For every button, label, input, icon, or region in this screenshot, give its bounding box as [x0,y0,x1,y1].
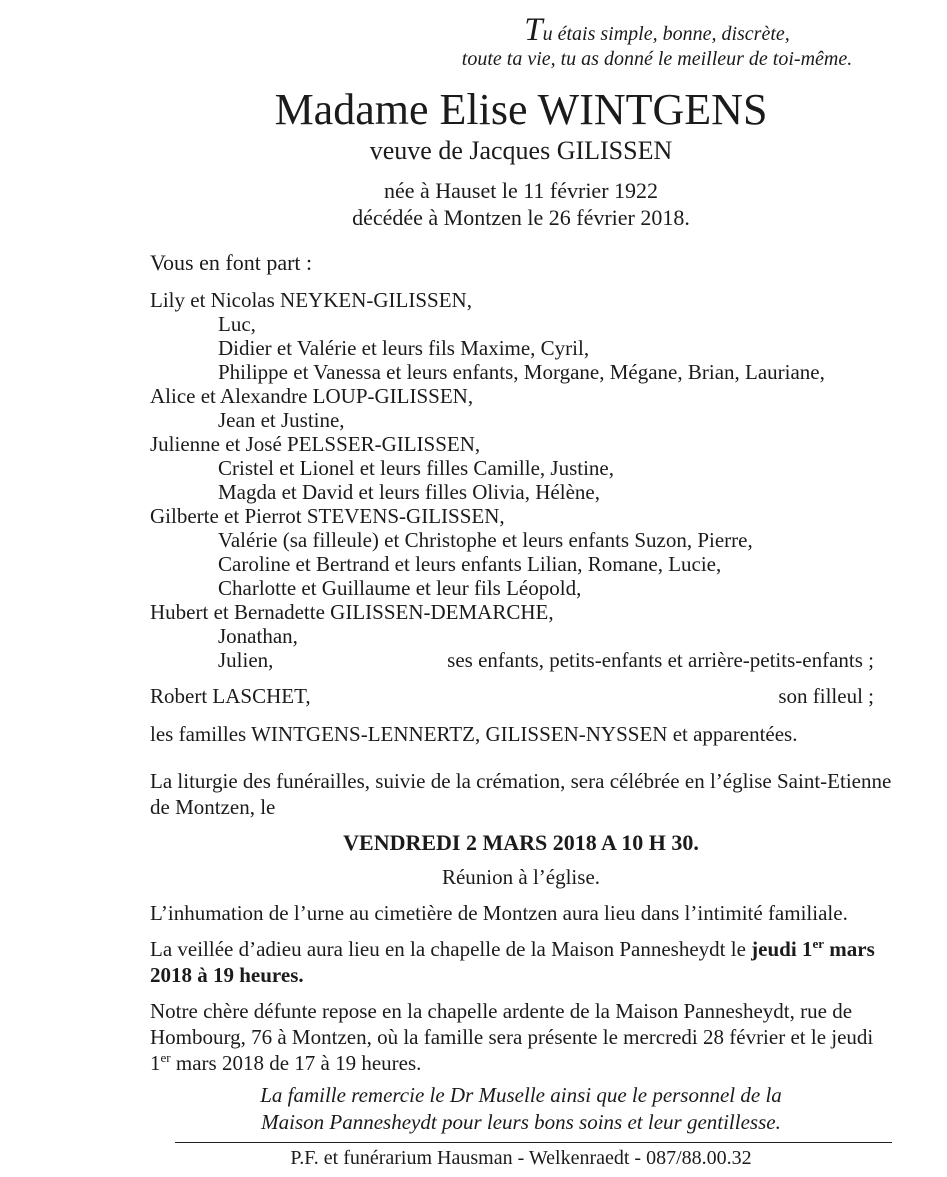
family-member-text: Jonathan, [218,624,298,648]
meeting-line: Réunion à l’église. [441,865,601,889]
family-list-row [150,528,892,552]
family-list-row [150,336,892,360]
epigraph-initial-letter: T [524,12,543,48]
birth-line: née à Hauset le 11 février 1922 [383,178,659,203]
family-member-text: Philippe et Vanessa et leurs enfants, Morgane, Mégane, Brian, Lauriane, [218,360,825,384]
epigraph-line-2: toute ta vie, tu as donné le meilleur de toi-même. [461,48,853,70]
thanks-line-2: Maison Pannesheydt pour leurs bons soins et leur gentillesse. [261,1110,781,1134]
descendants-note: ses enfants, petits-enfants et arrière-petits-enfants ; [447,648,874,672]
announcement-intro: Vous en font part : [150,250,313,275]
family-member-text: Gilberte et Pierrot STEVENS-GILISSEN, [150,504,505,528]
family-list-row [150,480,892,504]
funeral-home-footer: P.F. et funérarium Hausman - Welkenraedt - 087/88.00.32 [290,1147,752,1169]
family-member-text: Jean et Justine, [218,408,345,432]
family-member-text: Magda et David et leurs filles Olivia, Hélène, [218,480,600,504]
family-list-row [150,600,892,624]
epigraph [432,12,882,72]
death-line: décédée à Montzen le 26 février 2018. [352,205,690,230]
family-member-text: Charlotte et Guillaume et leur fils Léopold, [218,576,582,600]
vigil-text: La veillée d’adieu aura lieu en la chapelle de la Maison Pannesheydt le [150,937,752,961]
godson-name: Robert LASCHET, [150,684,311,708]
inhumation-paragraph: L’inhumation de l’urne au cimetière de Montzen aura lieu dans l’intimité familiale. [150,901,848,925]
family-member-text: Didier et Valérie et leurs fils Maxime, Cyril, [218,336,590,360]
repose-paragraph: Notre chère défunte repose en la chapelle ardente de la Maison Pannesheydt, rue de Hombourg, 76 à Montzen, où la famille sera présente le mercredi 28 février et le jeudi 1er mars 2018 de 17 à 19 heures. [150,999,874,1075]
family-list-row [150,360,892,384]
family-list-row [150,576,892,600]
family-list-row [150,408,892,432]
family-member-text: Lily et Nicolas NEYKEN-GILISSEN, [150,288,472,312]
liturgy-paragraph: La liturgie des funérailles, suivie de la crémation, sera célébrée en l’église Saint-Etienne de Montzen, le [150,769,892,819]
family-member-text: Alice et Alexandre LOUP-GILISSEN, [150,384,474,408]
ordinal-superscript: er [812,936,824,951]
thanks-note [150,1082,892,1136]
family-list-row [150,552,892,576]
family-member-text: Cristel et Lionel et leurs filles Camille, Justine, [218,456,615,480]
vigil-date-bold: jeudi 1er mars 2018 à 19 heures. [150,936,875,987]
repose-text: Notre chère défunte repose en la chapelle ardente de la Maison Pannesheydt, rue de Hombourg, 76 à Montzen, où la famille sera présente le mercredi 28 février et le jeudi 1 [150,999,874,1075]
ordinal-superscript: er [160,1050,171,1065]
vigil-paragraph [150,936,892,988]
family-list-row [150,456,892,480]
widow-subtitle: veuve de Jacques GILISSEN [369,136,673,165]
family-member-text: Valérie (sa filleule) et Christophe et leurs enfants Suzon, Pierre, [218,528,753,552]
family-member-text: Hubert et Bernadette GILISSEN-DEMARCHE, [150,600,554,624]
family-list-row [150,432,892,456]
epigraph-line-1-text: u étais simple, bonne, discrète, [542,23,790,45]
thanks-line-1: La famille remercie le Dr Muselle ainsi que le personnel de la [260,1083,782,1107]
family-member-text: Julien, [218,648,274,672]
family-member-text: Julienne et José PELSSER-GILISSEN, [150,432,481,456]
family-list-row [150,312,892,336]
family-list-row [150,288,892,312]
family-list-row [150,624,892,648]
related-families-line: les familles WINTGENS-LENNERTZ, GILISSEN-NYSSEN et apparentées. [150,722,798,746]
epigraph-line-1 [432,12,882,48]
family-list-row [150,384,892,408]
family-member-text: Luc, [218,312,256,336]
godson-row [150,684,892,708]
family-list [150,288,892,672]
family-list-row [150,504,892,528]
footer-divider [175,1142,892,1143]
deceased-name-title: Madame Elise WINTGENS [274,85,768,134]
family-member-text: Caroline et Bertrand et leurs enfants Lilian, Romane, Lucie, [218,552,722,576]
family-list-row [150,648,892,672]
ceremony-date-line: VENDREDI 2 MARS 2018 A 10 H 30. [343,830,699,855]
godson-relationship-note: son filleul ; [778,684,874,708]
